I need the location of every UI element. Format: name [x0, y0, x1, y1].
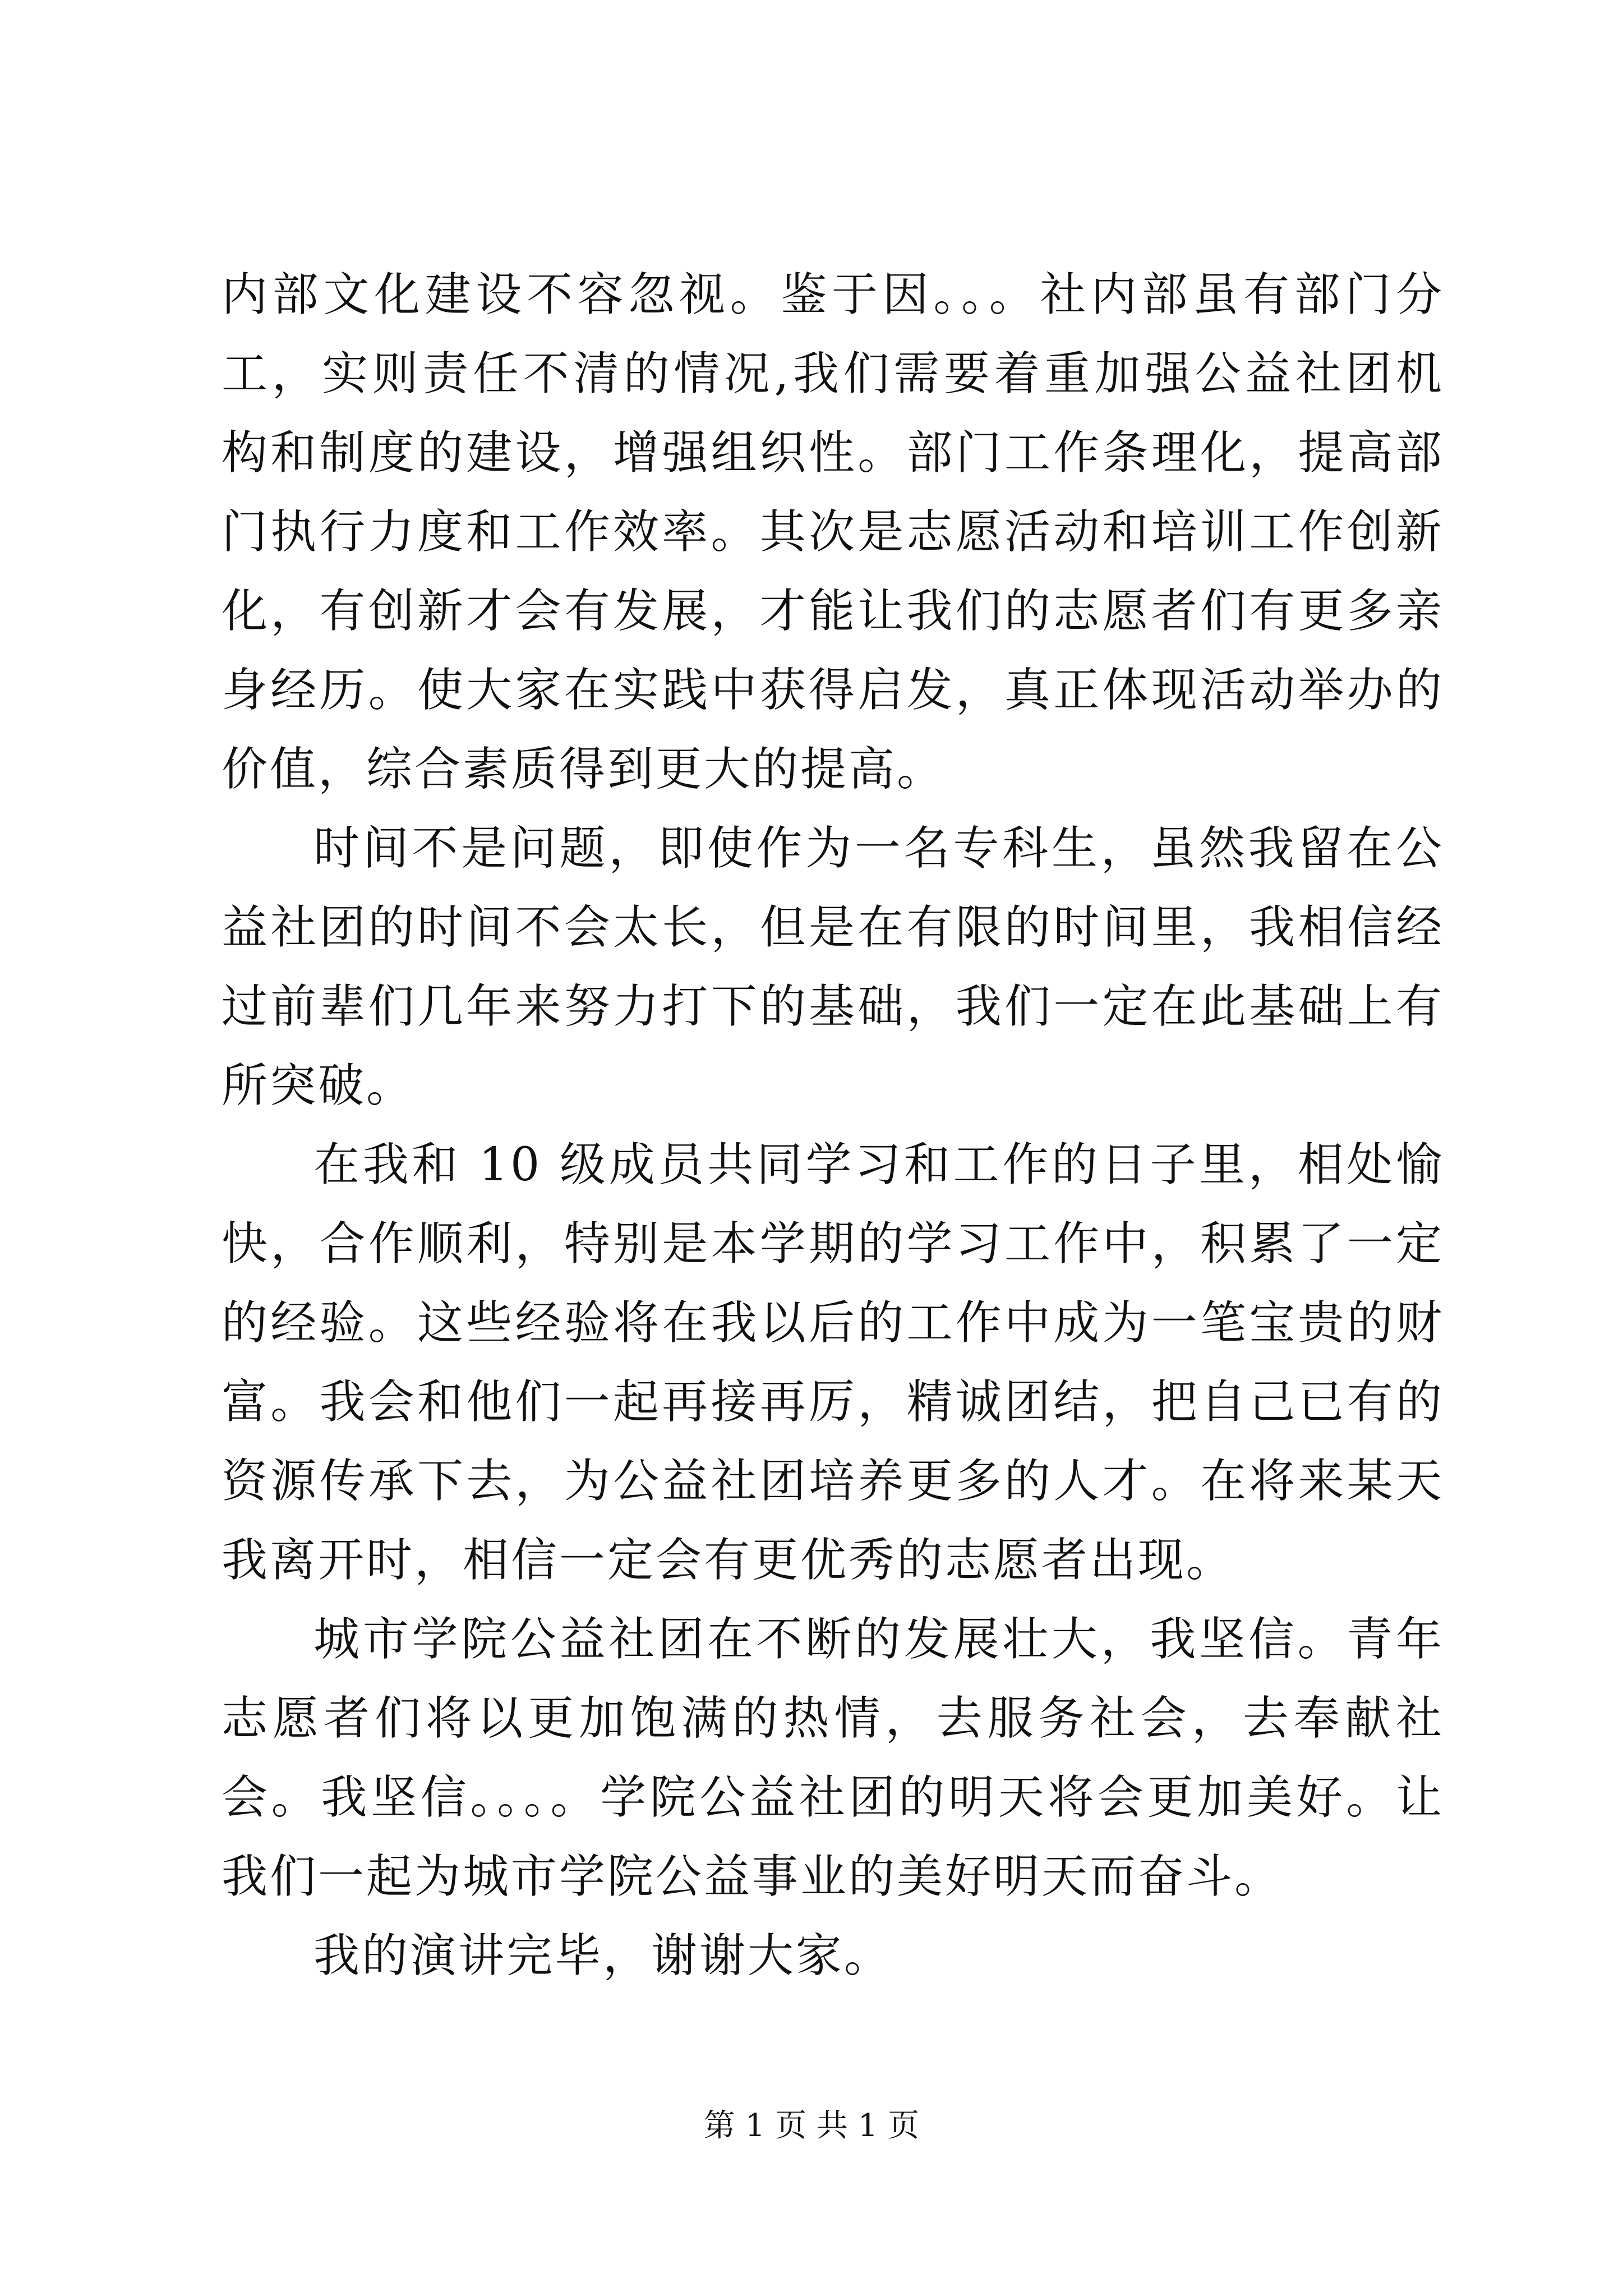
document-body — [222, 255, 1444, 1995]
paragraph-closing: 我的演讲完毕，谢谢大家。 — [313, 1929, 893, 1982]
paragraph-continued: 内部文化建设不容忽视。鉴于因。。。社内部虽有部门分工，实则责任不清的情况,我们需要着重加强公益社团机构和制度的建设，增强组织性。部门工作条理化，提高部门执行力度和工作效率。其次是志愿活动和培训工作创新化，有创新才会有发展，才能让我们的志愿者们有更多亲身经历。使大家在实践中获得启发，真正体现活动举办的价值，综合素质得到更大的提高。 — [222, 268, 1444, 796]
page-number-footer: 第 1 页 共 1 页 — [703, 2108, 920, 2144]
paragraph-time: 时间不是问题，即使作为一名专科生，虽然我留在公益社团的时间不会太长，但是在有限的时间里，我相信经过前辈们几年来努力打下的基础，我们一定在此基础上有所突破。 — [222, 822, 1444, 1112]
paragraph-members: 在我和 10 级成员共同学习和工作的日子里，相处愉快，合作顺利，特别是本学期的学习工作中，积累了一定的经验。这些经验将在我以后的工作中成为一笔宝贵的财富。我会和他们一起再接再厉，精诚团结，把自己已有的资源传承下去，为公益社团培养更多的人才。在将来某天我离开时，相信一定会有更优秀的志愿者出现。 — [222, 1138, 1444, 1587]
paragraph-future: 城市学院公益社团在不断的发展壮大，我坚信。青年志愿者们将以更加饱满的热情，去服务社会，去奉献社会。我坚信。。。。学院公益社团的明天将会更加美好。让我们一起为城市学院公益事业的美好明天而奋斗。 — [222, 1613, 1444, 1903]
